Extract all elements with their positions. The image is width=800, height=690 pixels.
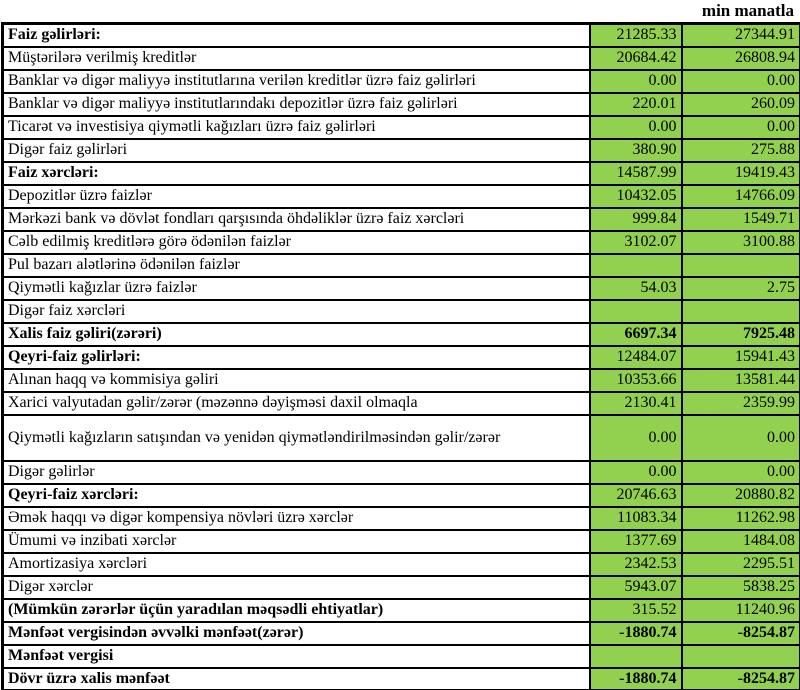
- value-cell-col1: 21285.33: [590, 24, 682, 47]
- row-label: Digər faiz gəlirləri: [3, 139, 590, 162]
- table-row: [3, 645, 800, 668]
- row-label: Əmək haqqı və digər kompensiya növləri üzrə xərclər: [3, 507, 590, 530]
- value-cell-col1: 0.00: [590, 70, 682, 93]
- value-cell-col2: 26808.94: [682, 47, 800, 70]
- table-row: [3, 346, 800, 369]
- value-cell-col2: 0.00: [682, 415, 800, 461]
- table-row: [3, 461, 800, 484]
- value-cell-col1: 54.03: [590, 277, 682, 300]
- value-cell-col2: 19419.43: [682, 162, 800, 185]
- table-row: [3, 668, 800, 690]
- table-row: [3, 323, 800, 346]
- value-cell-col1: 999.84: [590, 208, 682, 231]
- value-cell-col2: 15941.43: [682, 346, 800, 369]
- value-cell-col1: 6697.34: [590, 323, 682, 346]
- table-row: [3, 185, 800, 208]
- row-label: Qeyri-faiz xərcləri:: [3, 484, 590, 507]
- row-label: Mənfəət vergisi: [3, 645, 590, 668]
- value-cell-col1: 3102.07: [590, 231, 682, 254]
- value-cell-col2: [682, 300, 800, 323]
- table-row: [3, 24, 800, 47]
- value-cell-col1: 20684.42: [590, 47, 682, 70]
- value-cell-col2: 11240.96: [682, 599, 800, 622]
- value-cell-col2: 1484.08: [682, 530, 800, 553]
- value-cell-col2: 0.00: [682, 116, 800, 139]
- value-cell-col1: 380.90: [590, 139, 682, 162]
- table-row: [3, 622, 800, 645]
- value-cell-col1: 2130.41: [590, 392, 682, 415]
- value-cell-col1: 10353.66: [590, 369, 682, 392]
- table-row: [3, 530, 800, 553]
- value-cell-col1: 5943.07: [590, 576, 682, 599]
- value-cell-col1: -1880.74: [590, 668, 682, 690]
- table-row: [3, 116, 800, 139]
- value-cell-col1: 315.52: [590, 599, 682, 622]
- table-row: [3, 231, 800, 254]
- table-row: [3, 576, 800, 599]
- income-statement-table-body: [3, 24, 800, 690]
- row-label: Mərkəzi bank və dövlət fondları qarşısında öhdəliklər üzrə faiz xərcləri: [3, 208, 590, 231]
- row-label: Depozitlər üzrə faizlər: [3, 185, 590, 208]
- table-row: [3, 415, 800, 461]
- row-label: Digər gəlirlər: [3, 461, 590, 484]
- value-cell-col2: 1549.71: [682, 208, 800, 231]
- table-row: [3, 369, 800, 392]
- table-row: [3, 139, 800, 162]
- table-row: [3, 277, 800, 300]
- value-cell-col1: 2342.53: [590, 553, 682, 576]
- value-cell-col2: [682, 645, 800, 668]
- value-cell-col1: 12484.07: [590, 346, 682, 369]
- value-cell-col1: 1377.69: [590, 530, 682, 553]
- row-label: Ümumi və inzibati xərclər: [3, 530, 590, 553]
- table-row: [3, 392, 800, 415]
- table-row: [3, 208, 800, 231]
- value-cell-col2: 0.00: [682, 461, 800, 484]
- value-cell-col1: 220.01: [590, 93, 682, 116]
- value-cell-col1: 10432.05: [590, 185, 682, 208]
- row-label: Qiymətli kağızların satışından və yenidən qiymətləndirilməsindən gəlir/zərər: [3, 415, 590, 461]
- table-row: [3, 553, 800, 576]
- row-label: Qeyri-faiz gəlirləri:: [3, 346, 590, 369]
- value-cell-col1: [590, 254, 682, 277]
- table-row: [3, 507, 800, 530]
- row-label: Pul bazarı alətlərinə ödənilən faizlər: [3, 254, 590, 277]
- value-cell-col2: -8254.87: [682, 668, 800, 690]
- row-label: Faiz xərcləri:: [3, 162, 590, 185]
- row-label: Banklar və digər maliyyə institutlarına verilən kreditlər üzrə faiz gəlirləri: [3, 70, 590, 93]
- unit-label: min manatla: [701, 1, 794, 20]
- row-label: Cəlb edilmiş kreditlərə görə ödənilən faizlər: [3, 231, 590, 254]
- row-label: Xalis faiz gəliri(zərəri): [3, 323, 590, 346]
- row-label: Banklar və digər maliyyə institutlarındakı depozitlər üzrə faiz gəlirləri: [3, 93, 590, 116]
- value-cell-col1: 11083.34: [590, 507, 682, 530]
- value-cell-col1: -1880.74: [590, 622, 682, 645]
- table-row: [3, 162, 800, 185]
- row-label: Ticarət və investisiya qiymətli kağızları üzrə faiz gəlirləri: [3, 116, 590, 139]
- value-cell-col2: 3100.88: [682, 231, 800, 254]
- value-cell-col1: 0.00: [590, 461, 682, 484]
- row-label: Mənfəət vergisindən əvvəlki mənfəət(zərər): [3, 622, 590, 645]
- table-row: [3, 300, 800, 323]
- value-cell-col1: 14587.99: [590, 162, 682, 185]
- table-row: [3, 599, 800, 622]
- value-cell-col1: [590, 645, 682, 668]
- row-label: Qiymətli kağızlar üzrə faizlər: [3, 277, 590, 300]
- value-cell-col1: 0.00: [590, 415, 682, 461]
- table-row: [3, 70, 800, 93]
- value-cell-col1: [590, 300, 682, 323]
- value-cell-col2: 20880.82: [682, 484, 800, 507]
- value-cell-col2: 275.88: [682, 139, 800, 162]
- row-label: Xarici valyutadan gəlir/zərər (məzənnə dəyişməsi daxil olmaqla: [3, 392, 590, 415]
- value-cell-col1: 0.00: [590, 116, 682, 139]
- table-row: [3, 93, 800, 116]
- row-label: (Mümkün zərərlər üçün yaradılan məqsədli ehtiyatlar): [3, 599, 590, 622]
- value-cell-col1: 20746.63: [590, 484, 682, 507]
- value-cell-col2: 2.75: [682, 277, 800, 300]
- table-row: [3, 254, 800, 277]
- value-cell-col2: 27344.91: [682, 24, 800, 47]
- value-cell-col2: 7925.48: [682, 323, 800, 346]
- value-cell-col2: 260.09: [682, 93, 800, 116]
- row-label: Digər xərclər: [3, 576, 590, 599]
- row-label: Müştərilərə verilmiş kreditlər: [3, 47, 590, 70]
- value-cell-col2: 2295.51: [682, 553, 800, 576]
- value-cell-col2: [682, 254, 800, 277]
- row-label: Dövr üzrə xalis mənfəət: [3, 668, 590, 690]
- value-cell-col2: 0.00: [682, 70, 800, 93]
- row-label: Faiz gəlirləri:: [3, 24, 590, 47]
- income-statement-table: [1, 22, 800, 690]
- row-label: Amortizasiya xərcləri: [3, 553, 590, 576]
- table-row: [3, 47, 800, 70]
- value-cell-col2: 11262.98: [682, 507, 800, 530]
- value-cell-col2: 14766.09: [682, 185, 800, 208]
- value-cell-col2: 2359.99: [682, 392, 800, 415]
- value-cell-col2: -8254.87: [682, 622, 800, 645]
- row-label: Alınan haqq və kommisiya gəliri: [3, 369, 590, 392]
- value-cell-col2: 13581.44: [682, 369, 800, 392]
- value-cell-col2: 5838.25: [682, 576, 800, 599]
- table-row: [3, 484, 800, 507]
- row-label: Digər faiz xərcləri: [3, 300, 590, 323]
